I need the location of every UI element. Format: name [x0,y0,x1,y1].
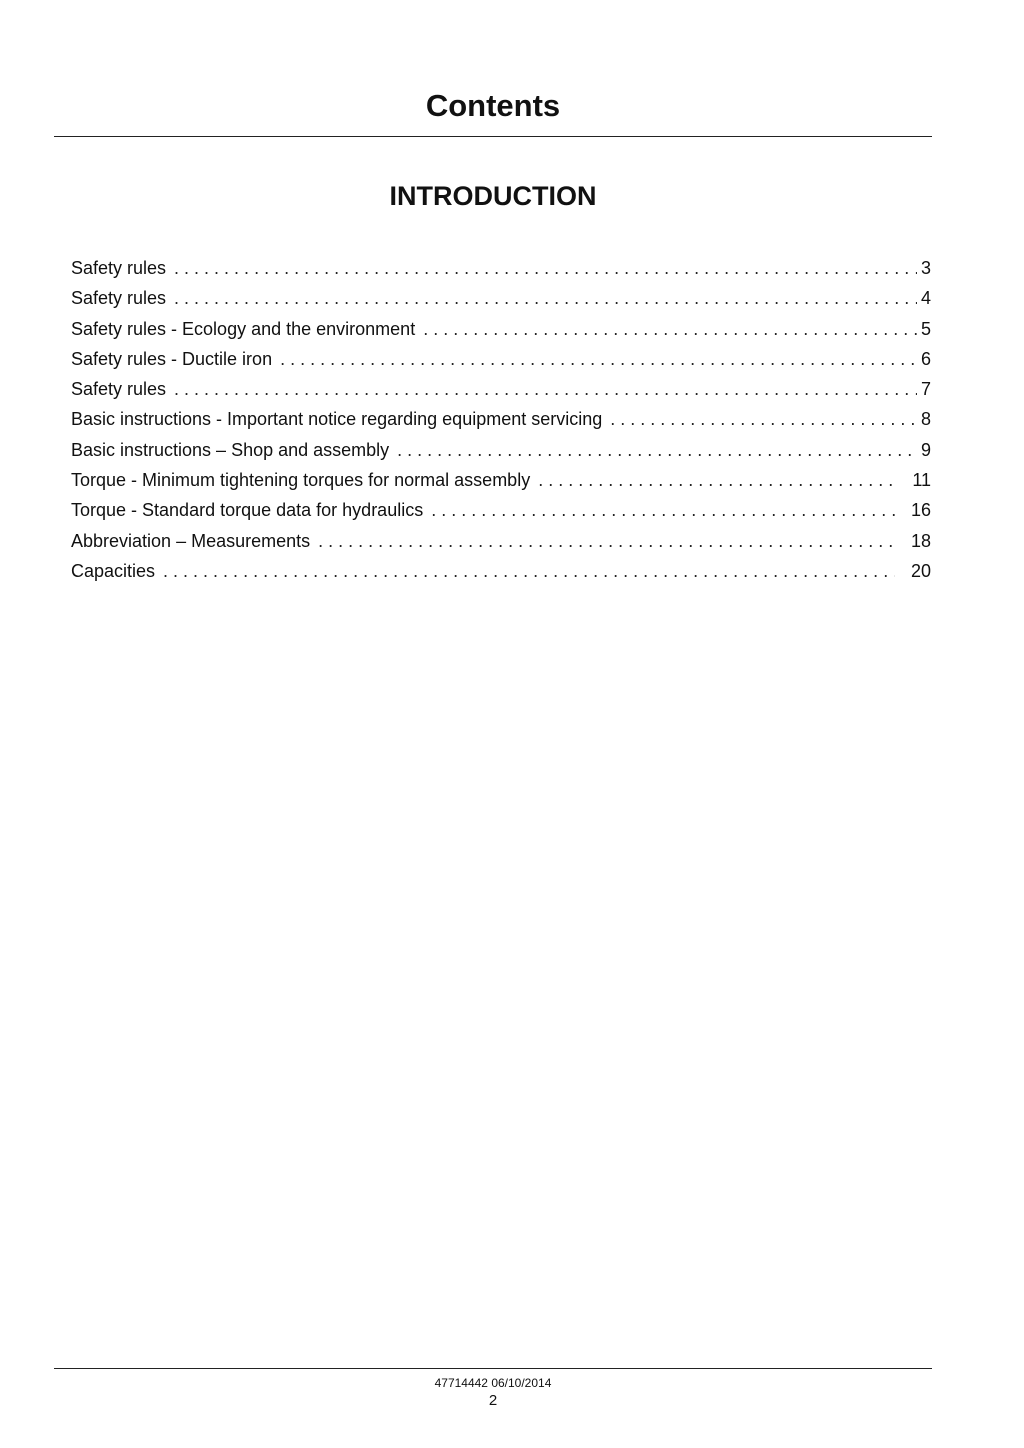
toc-entry-page: 8 [920,409,931,430]
toc-entry-page: 16 [910,500,931,521]
document-id: 47714442 06/10/2014 [434,1376,552,1390]
toc-entry-title: Capacities [71,560,156,581]
toc-entry-hydraulic-torques[interactable] [71,495,931,525]
toc-entry-title: Safety rules - Ductile iron [71,348,273,369]
toc-dot-leader [174,374,917,404]
toc-entry-safety-rules-3[interactable] [71,253,931,283]
toc-entry-title: Safety rules [71,258,167,278]
toc-entry-safety-rules-4[interactable] [71,283,931,313]
toc-entry-page: 7 [920,379,931,400]
toc-dot-leader [280,344,917,374]
toc-entry-equipment-servicing[interactable] [71,404,931,434]
toc-entry-minimum-torques[interactable] [71,465,931,495]
footer-divider [54,1368,932,1369]
toc-entry-title: Abbreviation – Measurements [71,530,311,551]
toc-entry-title: Safety rules - Ecology and the environment [71,318,416,339]
page-number: 2 [488,1392,498,1409]
toc-dot-leader [431,495,895,525]
toc-dot-leader [538,465,895,495]
toc-entry-page: 9 [920,439,931,460]
toc-entry-page: 3 [920,258,931,278]
toc-dot-leader [174,253,917,283]
toc-entry-title: Safety rules [71,288,167,309]
toc-entry-safety-rules-7[interactable] [71,374,931,404]
header-divider [54,136,932,137]
section-heading: INTRODUCTION [389,181,597,211]
toc-entry-title: Basic instructions – Shop and assembly [71,439,390,460]
toc-dot-leader [397,435,917,465]
toc-dot-leader [610,404,917,434]
toc-entry-title: Torque - Standard torque data for hydraulics [71,500,424,521]
toc-entry-measurements[interactable] [71,526,931,556]
page-title: Contents [425,88,561,123]
toc-entry-ecology-environment[interactable] [71,314,931,344]
toc-entry-page: 11 [912,470,931,491]
toc-dot-leader [318,526,895,556]
toc-entry-ductile-iron[interactable] [71,344,931,374]
toc-entry-title: Torque - Minimum tightening torques for normal assembly [71,470,531,491]
toc-entry-title: Safety rules [71,379,167,400]
toc-entry-shop-assembly[interactable] [71,435,931,465]
toc-dot-leader [163,556,895,586]
toc-entry-page: 5 [920,318,931,339]
toc-dot-leader [423,314,917,344]
toc-dot-leader [174,283,917,313]
toc-entry-page: 4 [920,288,931,309]
toc-entry-capacities[interactable] [71,556,931,586]
toc-entry-page: 20 [910,560,931,581]
toc-entry-page: 18 [910,530,931,551]
toc-entry-title: Basic instructions - Important notice regarding equipment servicing [71,409,603,430]
toc-entry-page: 6 [920,348,931,369]
table-of-contents [71,253,931,586]
